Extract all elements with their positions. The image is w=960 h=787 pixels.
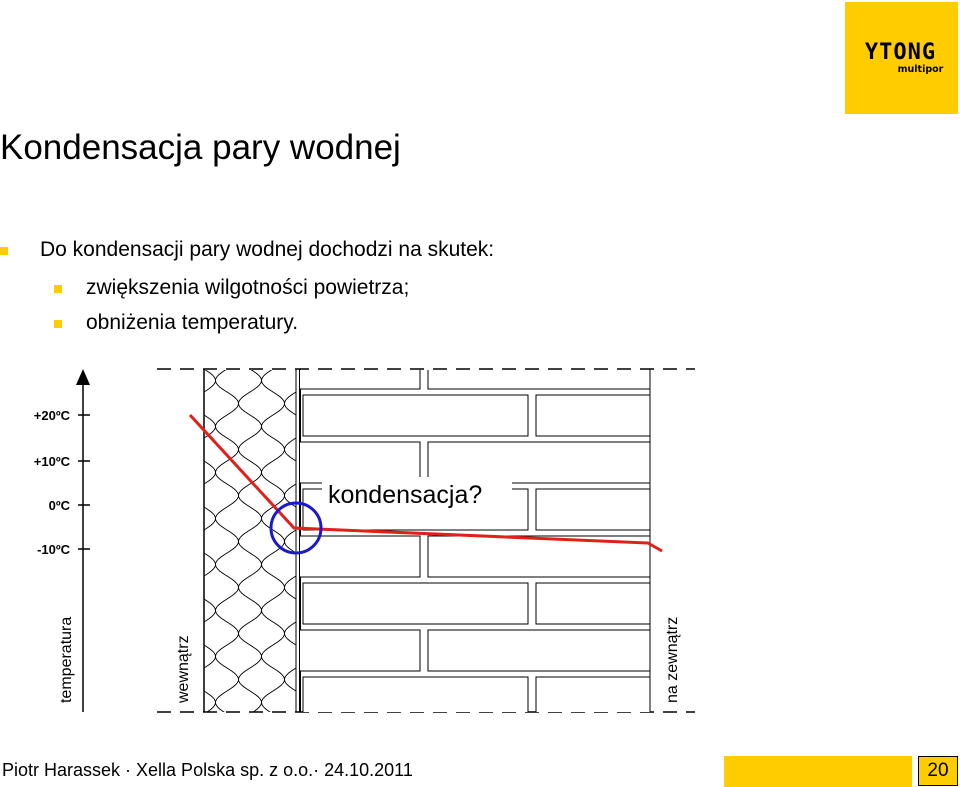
wall-temperature-diagram: [0, 360, 960, 720]
tick-label: +20ºC: [33, 408, 70, 423]
label-wewnatrz: wewnątrz: [175, 635, 192, 703]
brick: [536, 489, 761, 530]
tick-label: -10ºC: [37, 542, 70, 557]
logo-subbrand: multipor: [897, 63, 944, 75]
bullet-square-icon: [54, 320, 62, 328]
condensation-annotation: kondensacja?: [328, 481, 483, 509]
bullet-text: obniżenia temperatury.: [86, 311, 299, 334]
brick: [536, 395, 761, 436]
axis-label-temperatura: temperatura: [58, 616, 75, 703]
brick: [536, 583, 761, 624]
page-number: 20: [918, 756, 958, 786]
insulation-layer: [193, 360, 308, 720]
brick: [428, 630, 653, 671]
brick: [195, 442, 420, 483]
bullet-item: [86, 276, 409, 300]
ytong-logo: [845, 2, 958, 114]
brick: [195, 360, 420, 389]
bullet-text: Do kondensacji pary wodnej dochodzi na skutek:: [40, 238, 495, 261]
insulation-wave: [216, 360, 239, 720]
insulation-wave: [239, 360, 262, 720]
footer-accent-bar: [724, 756, 912, 787]
brick: [428, 360, 653, 389]
brick: [303, 395, 528, 436]
logo-brand: YTONG: [864, 39, 937, 65]
brick: [428, 442, 653, 483]
axis-arrow-icon: [76, 369, 90, 385]
bullet-square-icon: [0, 247, 8, 255]
footer-text: Piotr Harassek · Xella Polska sp. z o.o.· 24.10.2011: [2, 760, 413, 780]
tick-label: 0ºC: [48, 498, 70, 513]
brick: [303, 677, 528, 718]
bullet-text: zwiększenia wilgotności powietrza;: [86, 276, 410, 299]
slide-title: Kondensacja pary wodnej: [0, 128, 401, 167]
bullet-item: [86, 311, 298, 335]
bullet-item: [40, 238, 494, 262]
brick: [303, 583, 528, 624]
brick: [536, 677, 761, 718]
label-na-zewnatrz: na zewnątrz: [664, 616, 681, 703]
brick: [195, 536, 420, 577]
bullet-square-icon: [54, 285, 62, 293]
tick-label: +10ºC: [33, 454, 70, 469]
brick: [195, 630, 420, 671]
